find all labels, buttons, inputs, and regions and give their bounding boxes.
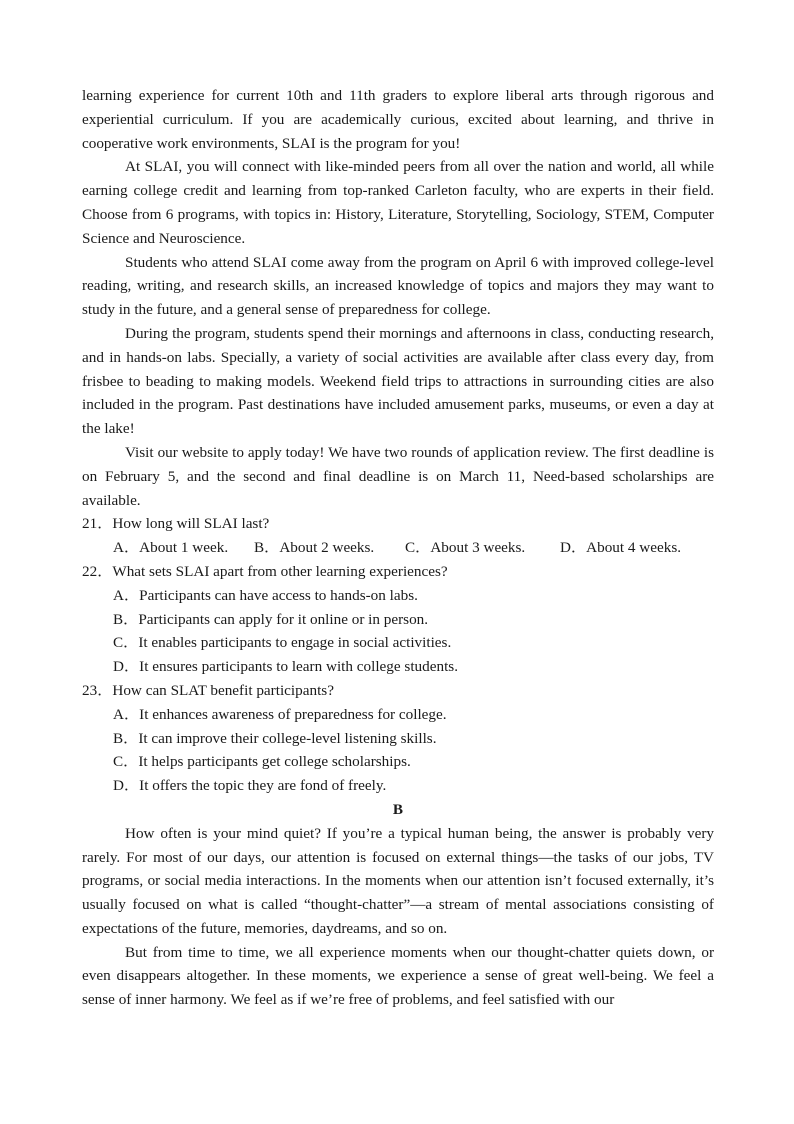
question-23-option-b[interactable]: B．It can improve their college-level listening skills. [113,729,437,747]
section-b-paragraph-1: How often is your mind quiet? If you’re a typical human being, the answer is probably very rarely. For most of our days, our attention is focused on external things—the tasks of our jobs, TV programs, or social media interactions. In the moments when our attention isn’t focused externally, it’s usually focused on what is called “thought-chatter”—a stream of mental associations consisting of expectations of the future, memories, daydreams, and so on. [82,824,714,937]
question-21-option-c[interactable]: C．About 3 weeks. [405,539,526,557]
question-21-options [82,536,714,560]
question-23-stem: 23．How can SLAT benefit participants? [82,681,334,699]
passage-a-paragraph-1: learning experience for current 10th and 11th graders to explore liberal arts through rigorous and experiential curriculum. If you are academically curious, excited about learning, and thrive in cooperative work environments, SLAI is the program for you! [82,87,714,152]
question-22 [82,560,714,679]
question-23 [82,679,714,798]
question-22-option-b[interactable]: B．Participants can apply for it online or in person. [113,610,429,628]
section-b-paragraph-2: But from time to time, we all experience moments when our thought-chatter quiets down, or even disappears altogether. In these moments, we experience a sense of great well-being. We feel a sense of inner harmony. We feel as if we’re free of problems, and feel satisfied with our [82,943,714,1009]
question-22-option-a[interactable]: A．Participants can have access to hands-on labs. [113,586,418,604]
question-23-option-a[interactable]: A．It enhances awareness of preparedness for college. [113,705,447,723]
exam-page [82,84,714,1012]
question-22-stem: 22．What sets SLAI apart from other learning experiences? [82,562,448,580]
question-22-option-c[interactable]: C．It enables participants to engage in social activities. [113,634,452,652]
passage-a-paragraph-4: During the program, students spend their mornings and afternoons in class, conducting research, and in hands-on labs. Specially, a variety of social activities are available after class every day, from frisbee to beading to making models. Weekend field trips to attractions in surrounding cities are also included in the program. Past destinations have included amusement parks, museums, or even a day at the lake! [82,324,714,438]
question-22-option-d[interactable]: D．It ensures participants to learn with college students. [113,658,459,676]
passage-a-paragraph-5: Visit our website to apply today! We have two rounds of application review. The first deadline is on February 5, and the second and final deadline is on March 11, Need-based scholarships are available. [82,443,714,509]
section-b-title: B [392,800,404,818]
passage-a-paragraph-3: Students who attend SLAI come away from the program on April 6 with improved college-level reading, writing, and research skills, an increased knowledge of topics and majors they may want to study in the future, and a general sense of preparedness for college. [82,253,714,319]
question-21-option-b[interactable]: B．About 2 weeks. [254,539,375,557]
question-23-option-d[interactable]: D．It offers the topic they are fond of freely. [113,777,387,795]
question-21-option-d[interactable]: D．About 4 weeks. [560,539,682,557]
question-21-stem: 21．How long will SLAI last? [82,515,270,533]
question-23-option-c[interactable]: C．It helps participants get college scholarships. [113,753,411,771]
question-21 [82,512,714,560]
passage-a-paragraph-2: At SLAI, you will connect with like-minded peers from all over the nation and world, all while earning college credit and learning from top-ranked Carleton faculty, who are experts in their field. Choose from 6 programs, with topics in: History, Literature, Storytelling, Sociology, STEM, Computer Science and Neuroscience. [82,158,714,247]
question-21-option-a[interactable]: A．About 1 week. [113,539,229,557]
